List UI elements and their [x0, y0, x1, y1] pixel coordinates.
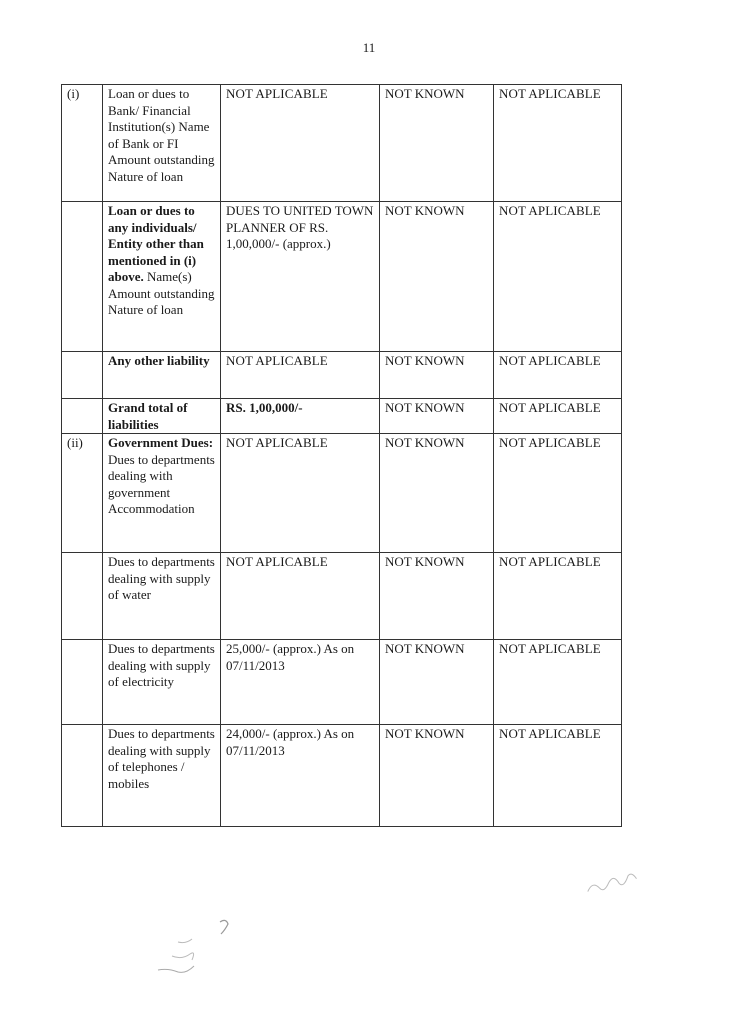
row-description-heading: Any other liability — [108, 353, 210, 368]
value-cell-2: NOT KNOWN — [380, 202, 494, 352]
row-index — [62, 640, 103, 725]
value-cell-2: NOT KNOWN — [380, 553, 494, 640]
value-cell-1: 24,000/- (approx.) As on 07/11/2013 — [221, 725, 380, 827]
value-cell-2: NOT KNOWN — [380, 640, 494, 725]
value-cell-3: NOT APLICABLE — [494, 725, 622, 827]
table-row — [62, 725, 622, 827]
table-row — [62, 352, 622, 399]
row-description-heading: Government Dues: — [108, 435, 214, 450]
row-index: (i) — [62, 85, 103, 202]
row-description — [103, 352, 221, 399]
value-cell-2: NOT KNOWN — [380, 434, 494, 553]
value-cell-3: NOT APLICABLE — [494, 399, 622, 434]
row-description — [103, 202, 221, 352]
row-description-text: Dues to departments dealing with supply of water — [108, 554, 215, 602]
row-description-text: Name(s) Amount outstanding Nature of loan — [108, 269, 215, 317]
value-cell-2: NOT KNOWN — [380, 85, 494, 202]
row-description-heading: Grand total of liabilities — [108, 400, 188, 432]
value-cell-3: NOT APLICABLE — [494, 553, 622, 640]
initials-mark — [582, 868, 645, 900]
value-cell-3: NOT APLICABLE — [494, 85, 622, 202]
value-cell-2: NOT KNOWN — [380, 352, 494, 399]
signature-mark — [150, 912, 270, 982]
row-description-text: Dues to departments dealing with supply of telephones / mobiles — [108, 726, 215, 791]
liabilities-table — [61, 84, 622, 827]
table-row — [62, 434, 622, 553]
value-cell-2: NOT KNOWN — [380, 399, 494, 434]
page-number: 11 — [362, 40, 376, 55]
table-row — [62, 553, 622, 640]
row-index — [62, 202, 103, 352]
value-cell-1: NOT APLICABLE — [221, 352, 380, 399]
value-cell-1: NOT APLICABLE — [221, 85, 380, 202]
row-description — [103, 85, 221, 202]
value-cell-1: RS. 1,00,000/- — [221, 399, 380, 434]
value-cell-3: NOT APLICABLE — [494, 202, 622, 352]
row-description-text: Loan or dues to Bank/ Financial Institution(s) Name of Bank or FI Amount outstanding Nature of loan — [108, 86, 215, 184]
table-row — [62, 399, 622, 434]
value-cell-1: 25,000/- (approx.) As on 07/11/2013 — [221, 640, 380, 725]
value-cell-1: NOT APLICABLE — [221, 553, 380, 640]
table-row — [62, 202, 622, 352]
row-description — [103, 725, 221, 827]
row-description-text: Dues to departments dealing with government Accommodation — [108, 451, 215, 516]
value-cell-3: NOT APLICABLE — [494, 352, 622, 399]
value-cell-2: NOT KNOWN — [380, 725, 494, 827]
value-cell-3: NOT APLICABLE — [494, 640, 622, 725]
row-description — [103, 640, 221, 725]
row-index — [62, 725, 103, 827]
row-index — [62, 553, 103, 640]
value-cell-1: DUES TO UNITED TOWN PLANNER OF RS. 1,00,000/- (approx.) — [221, 202, 380, 352]
row-description-heading: Loan or dues to any individuals/ Entity other than mentioned in (i) above. — [108, 203, 204, 284]
row-index: (ii) — [62, 434, 103, 553]
row-description-text: Dues to departments dealing with supply of electricity — [108, 641, 215, 689]
table-row — [62, 640, 622, 725]
value-cell-1: NOT APLICABLE — [221, 434, 380, 553]
table-row — [62, 85, 622, 202]
value-cell-3: NOT APLICABLE — [494, 434, 622, 553]
row-index — [62, 399, 103, 434]
row-index — [62, 352, 103, 399]
row-description — [103, 434, 221, 553]
row-description — [103, 553, 221, 640]
row-description — [103, 399, 221, 434]
